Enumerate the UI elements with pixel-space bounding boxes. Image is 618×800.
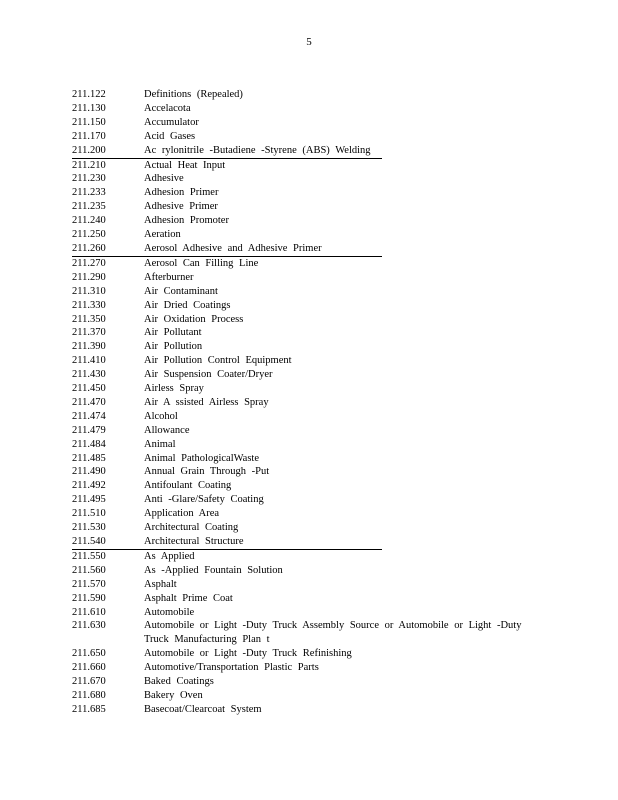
section-term: Air Contaminant [144, 285, 218, 297]
section-number: 211.680 [72, 689, 106, 701]
section-term: Animal [144, 438, 176, 450]
list-item [72, 703, 552, 717]
section-number: 211.484 [72, 438, 106, 450]
section-term: Air A ssisted Airless Spray [144, 396, 269, 408]
list-item [72, 382, 552, 396]
section-number: 211.270 [72, 257, 106, 269]
section-term: Application Area [144, 508, 220, 520]
section-term: Adhesion Promoter [144, 215, 229, 227]
section-term: Automobile or Light -Duty Truck Refinishing [144, 648, 352, 660]
section-number: 211.685 [72, 703, 106, 715]
section-number: 211.492 [72, 480, 106, 492]
list-item [72, 438, 552, 452]
list-item [72, 285, 552, 299]
list-item [72, 242, 382, 257]
section-term: Air Pollution [144, 341, 203, 353]
section-number: 211.570 [72, 578, 106, 590]
section-term: As -Applied Fountain Solution [144, 564, 283, 576]
section-number: 211.530 [72, 522, 106, 534]
section-term: Adhesion Primer [144, 187, 219, 199]
section-term: Air Dried Coatings [144, 299, 231, 311]
list-item [72, 116, 552, 130]
section-number: 211.170 [72, 130, 106, 142]
section-term: Automobile or Light -Duty Truck Assembly Source or Automobile or Light -Duty Truck Manufacturing Plan t [144, 620, 522, 646]
list-item [72, 661, 552, 675]
section-number: 211.450 [72, 383, 106, 395]
list-item [72, 424, 552, 438]
section-term: Definitions (Repealed) [144, 89, 243, 100]
section-number: 211.610 [72, 606, 106, 618]
section-number: 211.230 [72, 173, 106, 185]
section-number: 211.630 [72, 620, 106, 632]
section-number: 211.233 [72, 187, 106, 199]
list-item [72, 564, 552, 578]
section-term: Adhesive Primer [144, 201, 218, 213]
section-term: Architectural Coating [144, 522, 239, 534]
section-number: 211.510 [72, 508, 106, 520]
list-item [72, 340, 552, 354]
section-term: Automobile [144, 606, 195, 618]
list-item [72, 689, 552, 703]
section-term: Air Oxidation Process [144, 313, 244, 325]
section-term: Antifoulant Coating [144, 480, 232, 492]
list-item [72, 410, 552, 424]
list-item [72, 535, 382, 550]
section-term: Adhesive [144, 173, 184, 185]
list-item [72, 299, 552, 313]
list-item [72, 354, 552, 368]
section-term: Acid Gases [144, 130, 196, 142]
section-number: 211.540 [72, 536, 106, 547]
list-item [72, 214, 552, 228]
list-item [72, 396, 552, 410]
list-item [72, 578, 552, 592]
section-term: Basecoat/Clearcoat System [144, 703, 262, 715]
section-number: 211.470 [72, 396, 106, 408]
section-term: Air Pollutant [144, 327, 202, 339]
section-term: Accelacota [144, 102, 191, 114]
section-number: 211.150 [72, 116, 106, 128]
list-item [72, 592, 552, 606]
list-item [72, 228, 552, 242]
list-item [72, 465, 552, 479]
section-term: Aerosol Adhesive and Adhesive Primer [144, 242, 322, 254]
list-item [72, 257, 552, 271]
section-number: 211.130 [72, 102, 106, 114]
list-item [72, 507, 552, 521]
section-term: Air Pollution Control Equipment [144, 355, 292, 367]
section-number: 211.590 [72, 592, 106, 604]
list-item [72, 186, 552, 200]
section-number: 211.485 [72, 452, 106, 464]
list-item [72, 172, 552, 186]
list-item [72, 102, 552, 116]
list-item [72, 200, 552, 214]
section-number: 211.290 [72, 271, 106, 283]
section-number: 211.235 [72, 201, 106, 213]
section-term: Asphalt Prime Coat [144, 592, 233, 604]
list-item [72, 326, 552, 340]
section-number: 211.560 [72, 564, 106, 576]
section-term: Asphalt [144, 578, 177, 590]
section-list [72, 88, 552, 717]
section-number: 211.660 [72, 662, 106, 674]
section-number: 211.200 [72, 144, 106, 156]
section-term: As Applied [144, 550, 195, 562]
section-number: 211.370 [72, 327, 106, 339]
section-term: Alcohol [144, 410, 178, 422]
section-number: 211.122 [72, 89, 106, 100]
section-term: Allowance [144, 424, 190, 436]
section-term: Air Suspension Coater/Dryer [144, 369, 273, 381]
section-number: 211.650 [72, 648, 106, 660]
list-item [72, 452, 552, 466]
section-number: 211.240 [72, 215, 106, 227]
section-number: 211.330 [72, 299, 106, 311]
section-term: Baked Coatings [144, 676, 214, 688]
section-number: 211.390 [72, 341, 106, 353]
section-number: 211.495 [72, 494, 106, 506]
list-item [72, 271, 552, 285]
section-number: 211.490 [72, 466, 106, 478]
section-number: 211.260 [72, 242, 106, 254]
list-item [72, 130, 552, 144]
section-number: 211.210 [72, 159, 106, 171]
list-item [72, 675, 552, 689]
section-number: 211.670 [72, 676, 106, 688]
section-number: 211.250 [72, 229, 106, 241]
list-item [72, 159, 552, 173]
section-term: Architectural Structure [144, 536, 244, 547]
section-term: Actual Heat Input [144, 159, 226, 171]
section-number: 211.310 [72, 285, 106, 297]
list-item [72, 647, 552, 661]
section-term: Afterburner [144, 271, 194, 283]
section-number: 211.479 [72, 424, 106, 436]
section-term: Ac rylonitrile -Butadiene -Styrene (ABS) Welding [144, 144, 371, 156]
list-item [72, 619, 552, 647]
section-term: Annual Grain Through -Put [144, 466, 270, 478]
section-term: Anti -Glare/Safety Coating [144, 494, 264, 506]
list-item [72, 313, 552, 327]
list-item [72, 493, 552, 507]
list-item [72, 479, 552, 493]
list-item [72, 550, 552, 564]
section-number: 211.350 [72, 313, 106, 325]
section-term: Aerosol Can Filling Line [144, 257, 259, 269]
section-term: Animal PathologicalWaste [144, 452, 260, 464]
section-term: Automotive/Transportation Plastic Parts [144, 662, 319, 674]
section-term: Airless Spray [144, 383, 204, 395]
section-number: 211.410 [72, 355, 106, 367]
section-number: 211.474 [72, 410, 106, 422]
list-item [72, 144, 382, 159]
list-item [72, 606, 552, 620]
list-item [72, 368, 552, 382]
section-number: 211.550 [72, 550, 106, 562]
list-item [72, 521, 552, 535]
section-term: Bakery Oven [144, 689, 203, 701]
section-number: 211.430 [72, 369, 106, 381]
page-number: 5 [306, 36, 312, 48]
section-term: Aeration [144, 229, 181, 241]
list-item [72, 88, 552, 102]
section-term: Accumulator [144, 116, 199, 128]
